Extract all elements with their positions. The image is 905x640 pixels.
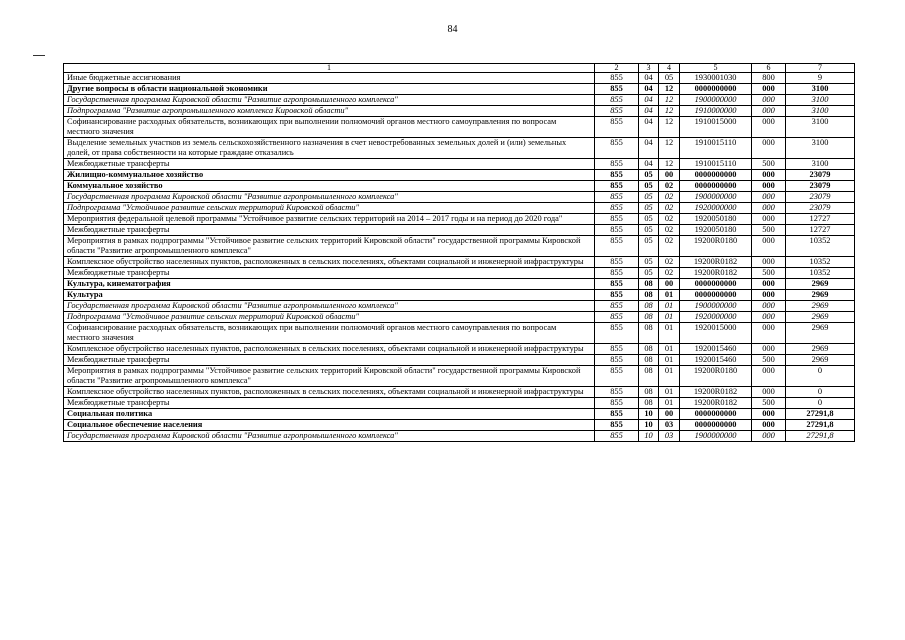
row-subsection-cell: 12 <box>659 138 680 159</box>
row-amount-cell: 2969 <box>786 290 855 301</box>
row-amount-cell: 2969 <box>786 279 855 290</box>
row-amount-cell: 23079 <box>786 181 855 192</box>
table-row <box>64 420 855 431</box>
row-expense-type-cell: 500 <box>752 268 786 279</box>
table-row <box>64 138 855 159</box>
header-cell: 3 <box>639 64 659 73</box>
row-subsection-cell: 00 <box>659 409 680 420</box>
row-name-cell: Социальное обеспечение населения <box>64 420 595 431</box>
row-expense-type-cell: 000 <box>752 420 786 431</box>
header-cell: 2 <box>595 64 639 73</box>
table-row <box>64 398 855 409</box>
row-section-cell: 08 <box>639 279 659 290</box>
row-name-cell: Коммунальное хозяйство <box>64 181 595 192</box>
row-target-article-cell: 1920000000 <box>680 312 752 323</box>
row-ved-cell: 855 <box>595 366 639 387</box>
row-subsection-cell: 12 <box>659 106 680 117</box>
row-expense-type-cell: 500 <box>752 159 786 170</box>
table-row <box>64 290 855 301</box>
row-ved-cell: 855 <box>595 355 639 366</box>
row-expense-type-cell: 800 <box>752 73 786 84</box>
row-ved-cell: 855 <box>595 323 639 344</box>
row-section-cell: 04 <box>639 84 659 95</box>
table-row <box>64 159 855 170</box>
row-ved-cell: 855 <box>595 344 639 355</box>
row-subsection-cell: 03 <box>659 420 680 431</box>
row-expense-type-cell: 000 <box>752 431 786 442</box>
row-expense-type-cell: 000 <box>752 409 786 420</box>
table-row <box>64 268 855 279</box>
row-ved-cell: 855 <box>595 203 639 214</box>
row-amount-cell: 3100 <box>786 84 855 95</box>
row-section-cell: 08 <box>639 301 659 312</box>
row-target-article-cell: 1930001030 <box>680 73 752 84</box>
row-subsection-cell: 03 <box>659 431 680 442</box>
table-row <box>64 387 855 398</box>
row-amount-cell: 2969 <box>786 301 855 312</box>
row-ved-cell: 855 <box>595 387 639 398</box>
row-expense-type-cell: 500 <box>752 398 786 409</box>
row-expense-type-cell: 000 <box>752 236 786 257</box>
row-section-cell: 05 <box>639 181 659 192</box>
row-amount-cell: 3100 <box>786 106 855 117</box>
row-ved-cell: 855 <box>595 312 639 323</box>
row-expense-type-cell: 000 <box>752 301 786 312</box>
row-name-cell: Подпрограмма "Устойчивое развитие сельских территорий Кировской области" <box>64 312 595 323</box>
header-cell: 6 <box>752 64 786 73</box>
row-name-cell: Софинансирование расходных обязательств, возникающих при выполнении полномочий органов местного самоуправления по вопросам местного значения <box>64 117 595 138</box>
table-row <box>64 344 855 355</box>
row-section-cell: 05 <box>639 170 659 181</box>
row-ved-cell: 855 <box>595 431 639 442</box>
row-subsection-cell: 01 <box>659 344 680 355</box>
row-subsection-cell: 02 <box>659 192 680 203</box>
row-subsection-cell: 02 <box>659 214 680 225</box>
table-row <box>64 106 855 117</box>
row-name-cell: Межбюджетные трансферты <box>64 159 595 170</box>
row-ved-cell: 855 <box>595 106 639 117</box>
row-amount-cell: 2969 <box>786 344 855 355</box>
row-target-article-cell: 1910015110 <box>680 138 752 159</box>
row-section-cell: 08 <box>639 387 659 398</box>
row-name-cell: Межбюджетные трансферты <box>64 398 595 409</box>
table-row <box>64 279 855 290</box>
row-section-cell: 05 <box>639 268 659 279</box>
table-row <box>64 170 855 181</box>
row-ved-cell: 855 <box>595 225 639 236</box>
row-ved-cell: 855 <box>595 420 639 431</box>
row-ved-cell: 855 <box>595 409 639 420</box>
row-section-cell: 10 <box>639 431 659 442</box>
row-ved-cell: 855 <box>595 95 639 106</box>
row-name-cell: Софинансирование расходных обязательств, возникающих при выполнении полномочий органов местного самоуправления по вопросам местного значения <box>64 323 595 344</box>
row-expense-type-cell: 500 <box>752 355 786 366</box>
row-target-article-cell: 1920015460 <box>680 355 752 366</box>
table-row <box>64 73 855 84</box>
row-target-article-cell: 1900000000 <box>680 431 752 442</box>
table-row <box>64 257 855 268</box>
row-amount-cell: 0 <box>786 366 855 387</box>
row-amount-cell: 27291,8 <box>786 420 855 431</box>
table-row <box>64 323 855 344</box>
row-name-cell: Межбюджетные трансферты <box>64 225 595 236</box>
row-section-cell: 08 <box>639 312 659 323</box>
row-target-article-cell: 1920050180 <box>680 214 752 225</box>
row-section-cell: 08 <box>639 290 659 301</box>
row-name-cell: Комплексное обустройство населенных пунктов, расположенных в сельских поселениях, объектами социальной и инженерной инфраструктуры <box>64 257 595 268</box>
row-name-cell: Мероприятия в рамках подпрограммы "Устойчивое развитие сельских территорий Кировской области" государственной программы Кировской области "Развитие агропромышленного комплекса" <box>64 366 595 387</box>
row-expense-type-cell: 000 <box>752 323 786 344</box>
row-section-cell: 05 <box>639 236 659 257</box>
row-subsection-cell: 12 <box>659 84 680 95</box>
row-subsection-cell: 12 <box>659 159 680 170</box>
row-ved-cell: 855 <box>595 257 639 268</box>
row-name-cell: Подпрограмма "Развитие агропромышленного комплекса Кировской области" <box>64 106 595 117</box>
table-row <box>64 312 855 323</box>
row-name-cell: Межбюджетные трансферты <box>64 268 595 279</box>
row-target-article-cell: 19200R0180 <box>680 366 752 387</box>
table-row <box>64 225 855 236</box>
row-name-cell: Культура <box>64 290 595 301</box>
row-section-cell: 04 <box>639 95 659 106</box>
row-amount-cell: 3100 <box>786 159 855 170</box>
row-section-cell: 05 <box>639 225 659 236</box>
row-target-article-cell: 1900000000 <box>680 192 752 203</box>
row-name-cell: Государственная программа Кировской области "Развитие агропромышленного комплекса" <box>64 301 595 312</box>
row-expense-type-cell: 000 <box>752 95 786 106</box>
row-target-article-cell: 19200R0182 <box>680 257 752 268</box>
row-subsection-cell: 12 <box>659 117 680 138</box>
row-ved-cell: 855 <box>595 268 639 279</box>
row-subsection-cell: 01 <box>659 290 680 301</box>
row-amount-cell: 10352 <box>786 268 855 279</box>
row-name-cell: Социальная политика <box>64 409 595 420</box>
table-row <box>64 355 855 366</box>
row-subsection-cell: 00 <box>659 170 680 181</box>
row-ved-cell: 855 <box>595 192 639 203</box>
table-row <box>64 95 855 106</box>
row-subsection-cell: 01 <box>659 366 680 387</box>
table-row <box>64 409 855 420</box>
table-row <box>64 203 855 214</box>
row-section-cell: 04 <box>639 117 659 138</box>
row-section-cell: 04 <box>639 138 659 159</box>
header-cell: 7 <box>786 64 855 73</box>
row-amount-cell: 2969 <box>786 355 855 366</box>
row-name-cell: Межбюджетные трансферты <box>64 355 595 366</box>
row-target-article-cell: 19200R0182 <box>680 398 752 409</box>
row-subsection-cell: 01 <box>659 355 680 366</box>
row-amount-cell: 23079 <box>786 170 855 181</box>
row-section-cell: 05 <box>639 214 659 225</box>
row-name-cell: Культура, кинематография <box>64 279 595 290</box>
row-target-article-cell: 0000000000 <box>680 409 752 420</box>
margin-mark <box>33 55 45 56</box>
row-name-cell: Комплексное обустройство населенных пунктов, расположенных в сельских поселениях, объектами социальной и инженерной инфраструктуры <box>64 344 595 355</box>
row-target-article-cell: 1900000000 <box>680 95 752 106</box>
row-section-cell: 08 <box>639 398 659 409</box>
row-amount-cell: 12727 <box>786 225 855 236</box>
row-subsection-cell: 01 <box>659 301 680 312</box>
row-amount-cell: 2969 <box>786 312 855 323</box>
row-ved-cell: 855 <box>595 301 639 312</box>
row-amount-cell: 10352 <box>786 257 855 268</box>
budget-table <box>63 63 855 442</box>
row-expense-type-cell: 000 <box>752 312 786 323</box>
row-subsection-cell: 02 <box>659 203 680 214</box>
row-expense-type-cell: 000 <box>752 257 786 268</box>
row-target-article-cell: 1900000000 <box>680 301 752 312</box>
row-amount-cell: 27291,8 <box>786 409 855 420</box>
row-name-cell: Выделение земельных участков из земель сельскохозяйственного назначения в счет невостребованных земельных долей и (или) земельных долей, от права собственности на которые граждане отказались <box>64 138 595 159</box>
row-name-cell: Мероприятия федеральной целевой программы "Устойчивое развитие сельских территорий на 2014 – 2017 годы и на период до 2020 года" <box>64 214 595 225</box>
row-ved-cell: 855 <box>595 236 639 257</box>
row-section-cell: 10 <box>639 420 659 431</box>
row-ved-cell: 855 <box>595 214 639 225</box>
row-target-article-cell: 1910015000 <box>680 117 752 138</box>
row-subsection-cell: 02 <box>659 257 680 268</box>
row-expense-type-cell: 000 <box>752 84 786 95</box>
row-amount-cell: 3100 <box>786 138 855 159</box>
row-section-cell: 10 <box>639 409 659 420</box>
row-ved-cell: 855 <box>595 398 639 409</box>
table-row <box>64 117 855 138</box>
row-name-cell: Государственная программа Кировской области "Развитие агропромышленного комплекса" <box>64 431 595 442</box>
page-number: 84 <box>447 24 458 35</box>
row-expense-type-cell: 000 <box>752 387 786 398</box>
row-target-article-cell: 1920015000 <box>680 323 752 344</box>
row-amount-cell: 3100 <box>786 117 855 138</box>
row-ved-cell: 855 <box>595 84 639 95</box>
row-ved-cell: 855 <box>595 117 639 138</box>
row-ved-cell: 855 <box>595 73 639 84</box>
table-row <box>64 84 855 95</box>
row-target-article-cell: 0000000000 <box>680 290 752 301</box>
row-subsection-cell: 00 <box>659 279 680 290</box>
row-amount-cell: 0 <box>786 398 855 409</box>
row-expense-type-cell: 500 <box>752 225 786 236</box>
row-section-cell: 04 <box>639 73 659 84</box>
row-ved-cell: 855 <box>595 170 639 181</box>
header-cell: 5 <box>680 64 752 73</box>
table-row <box>64 236 855 257</box>
row-target-article-cell: 0000000000 <box>680 181 752 192</box>
table-row <box>64 366 855 387</box>
table-row <box>64 181 855 192</box>
row-amount-cell: 2969 <box>786 323 855 344</box>
row-section-cell: 08 <box>639 366 659 387</box>
row-section-cell: 04 <box>639 106 659 117</box>
table-body <box>64 64 855 442</box>
row-subsection-cell: 01 <box>659 323 680 344</box>
row-expense-type-cell: 000 <box>752 192 786 203</box>
row-section-cell: 05 <box>639 192 659 203</box>
row-expense-type-cell: 000 <box>752 344 786 355</box>
row-subsection-cell: 12 <box>659 95 680 106</box>
row-subsection-cell: 02 <box>659 236 680 257</box>
row-amount-cell: 9 <box>786 73 855 84</box>
table-row <box>64 431 855 442</box>
row-target-article-cell: 0000000000 <box>680 84 752 95</box>
row-amount-cell: 12727 <box>786 214 855 225</box>
row-section-cell: 08 <box>639 355 659 366</box>
row-section-cell: 04 <box>639 159 659 170</box>
row-expense-type-cell: 000 <box>752 290 786 301</box>
row-target-article-cell: 19200R0180 <box>680 236 752 257</box>
row-name-cell: Жилищно-коммунальное хозяйство <box>64 170 595 181</box>
row-subsection-cell: 05 <box>659 73 680 84</box>
row-target-article-cell: 1920000000 <box>680 203 752 214</box>
row-section-cell: 05 <box>639 203 659 214</box>
row-expense-type-cell: 000 <box>752 279 786 290</box>
row-target-article-cell: 1920050180 <box>680 225 752 236</box>
row-name-cell: Подпрограмма "Устойчивое развитие сельских территорий Кировской области" <box>64 203 595 214</box>
row-amount-cell: 27291,8 <box>786 431 855 442</box>
header-cell: 1 <box>64 64 595 73</box>
row-ved-cell: 855 <box>595 138 639 159</box>
table-row <box>64 214 855 225</box>
row-expense-type-cell: 000 <box>752 214 786 225</box>
row-target-article-cell: 1910000000 <box>680 106 752 117</box>
row-target-article-cell: 1910015110 <box>680 159 752 170</box>
row-ved-cell: 855 <box>595 159 639 170</box>
row-target-article-cell: 19200R0182 <box>680 268 752 279</box>
row-target-article-cell: 1920015460 <box>680 344 752 355</box>
row-expense-type-cell: 000 <box>752 170 786 181</box>
row-amount-cell: 23079 <box>786 203 855 214</box>
row-name-cell: Комплексное обустройство населенных пунктов, расположенных в сельских поселениях, объектами социальной и инженерной инфраструктуры <box>64 387 595 398</box>
row-subsection-cell: 01 <box>659 398 680 409</box>
row-target-article-cell: 0000000000 <box>680 170 752 181</box>
row-target-article-cell: 0000000000 <box>680 279 752 290</box>
row-expense-type-cell: 000 <box>752 203 786 214</box>
row-ved-cell: 855 <box>595 290 639 301</box>
row-expense-type-cell: 000 <box>752 366 786 387</box>
row-name-cell: Государственная программа Кировской области "Развитие агропромышленного комплекса" <box>64 192 595 203</box>
row-amount-cell: 23079 <box>786 192 855 203</box>
row-section-cell: 08 <box>639 344 659 355</box>
row-expense-type-cell: 000 <box>752 181 786 192</box>
row-ved-cell: 855 <box>595 279 639 290</box>
row-name-cell: Другие вопросы в области национальной экономики <box>64 84 595 95</box>
row-subsection-cell: 02 <box>659 225 680 236</box>
table-row <box>64 301 855 312</box>
table-row <box>64 192 855 203</box>
row-section-cell: 08 <box>639 323 659 344</box>
row-name-cell: Государственная программа Кировской области "Развитие агропромышленного комплекса" <box>64 95 595 106</box>
row-ved-cell: 855 <box>595 181 639 192</box>
row-expense-type-cell: 000 <box>752 138 786 159</box>
row-expense-type-cell: 000 <box>752 117 786 138</box>
row-name-cell: Иные бюджетные ассигнования <box>64 73 595 84</box>
row-subsection-cell: 01 <box>659 387 680 398</box>
row-subsection-cell: 02 <box>659 268 680 279</box>
row-amount-cell: 0 <box>786 387 855 398</box>
row-amount-cell: 10352 <box>786 236 855 257</box>
row-name-cell: Мероприятия в рамках подпрограммы "Устойчивое развитие сельских территорий Кировской области" государственной программы Кировской области "Развитие агропромышленного комплекса" <box>64 236 595 257</box>
row-subsection-cell: 01 <box>659 312 680 323</box>
row-subsection-cell: 02 <box>659 181 680 192</box>
row-expense-type-cell: 000 <box>752 106 786 117</box>
row-target-article-cell: 19200R0182 <box>680 387 752 398</box>
header-cell: 4 <box>659 64 680 73</box>
table-header-row <box>64 64 855 73</box>
row-amount-cell: 3100 <box>786 95 855 106</box>
row-target-article-cell: 0000000000 <box>680 420 752 431</box>
row-section-cell: 05 <box>639 257 659 268</box>
